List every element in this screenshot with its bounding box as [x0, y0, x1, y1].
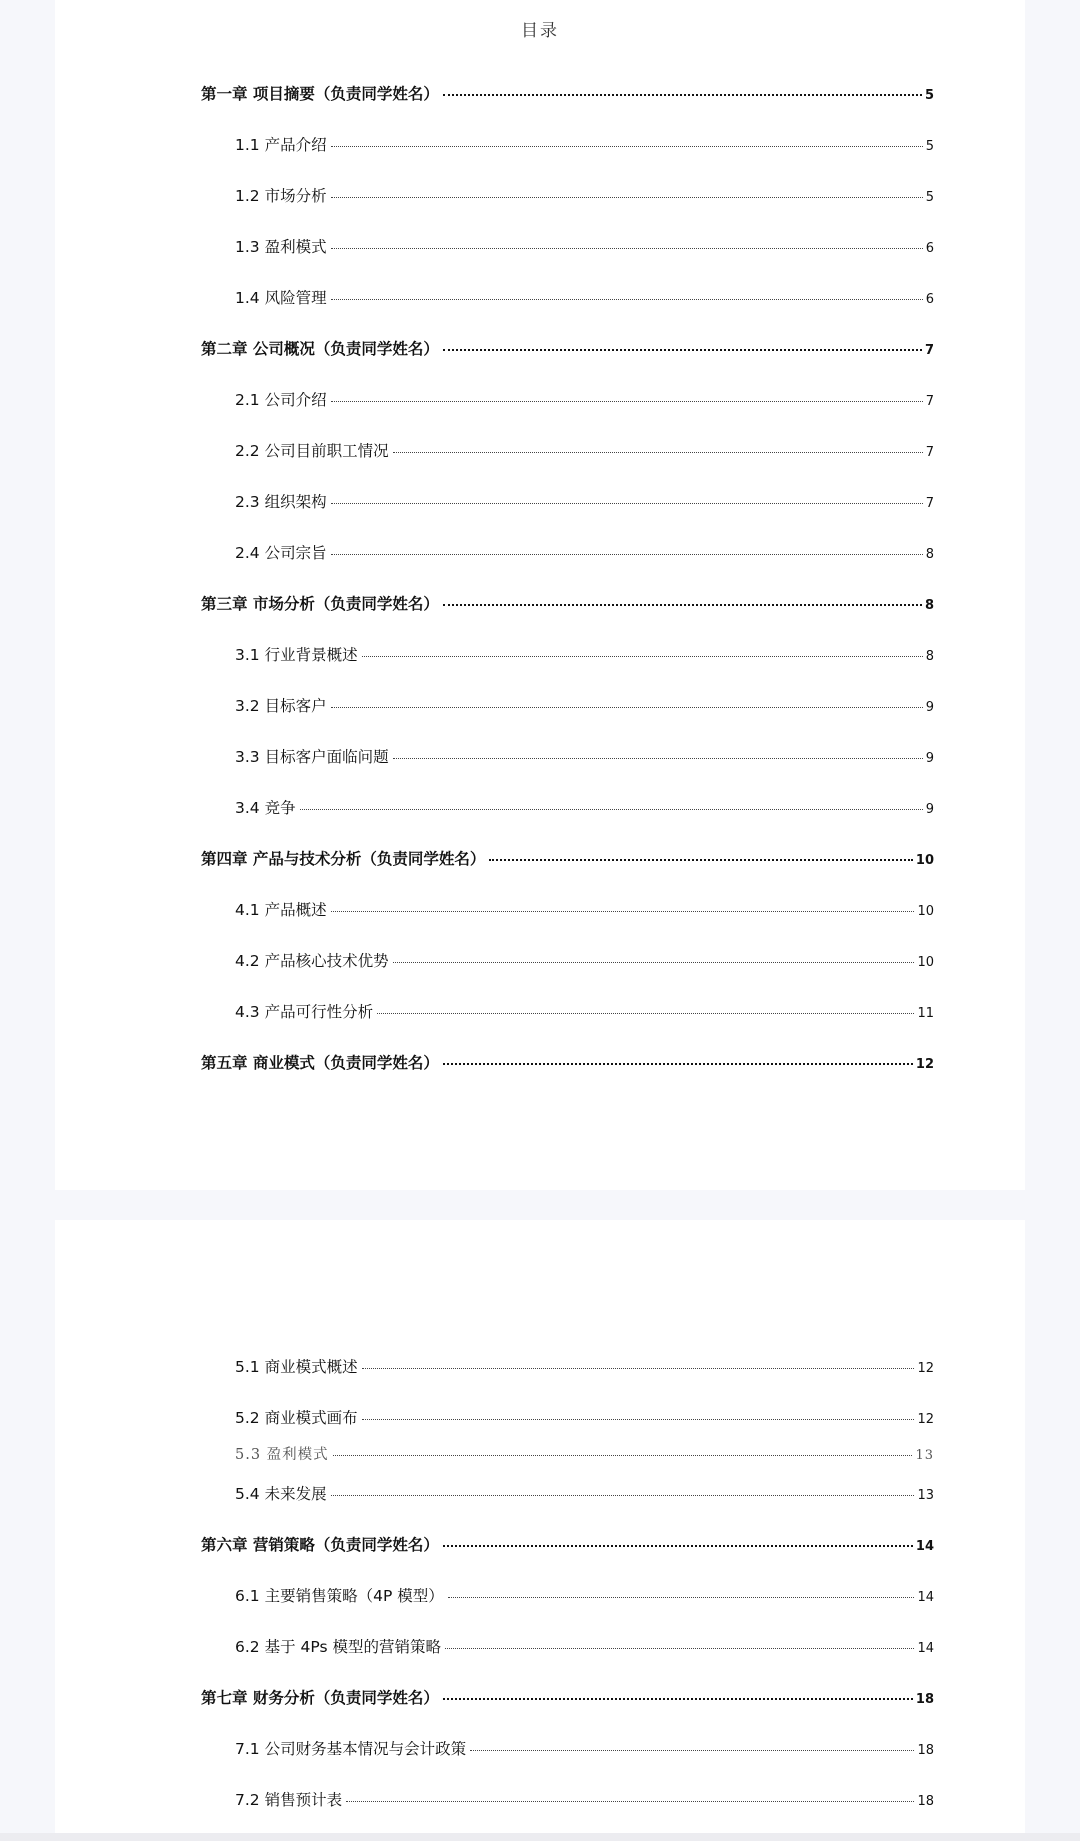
- toc-entry-chapter-6[interactable]: [201, 1533, 934, 1555]
- dot-leader: [331, 247, 923, 249]
- toc-entry-section-4-1[interactable]: [235, 898, 934, 920]
- dot-leader: [331, 145, 923, 147]
- toc-page-number: 5: [925, 190, 934, 205]
- toc-entry-section-7-1[interactable]: [235, 1737, 934, 1759]
- toc-entry-label: 1.3 盈利模式: [235, 238, 327, 256]
- toc-entry-label: 第七章 财务分析（负责同学姓名）: [201, 1689, 439, 1707]
- toc-entry-section-3-2[interactable]: [235, 694, 934, 716]
- dot-leader: [443, 93, 922, 96]
- toc-entry-section-3-4[interactable]: [235, 796, 934, 818]
- toc-title: 目录: [521, 21, 559, 41]
- dot-leader: [331, 1494, 915, 1496]
- toc-entry-label: 4.2 产品核心技术优势: [235, 952, 389, 970]
- toc-entry-label: 1.2 市场分析: [235, 187, 327, 205]
- toc-entry-section-3-3[interactable]: [235, 745, 934, 767]
- toc-page-number: 7: [925, 445, 934, 460]
- toc-entry-label: 2.4 公司宗旨: [235, 544, 327, 562]
- dot-leader: [331, 400, 923, 402]
- toc-page-number: 7: [925, 394, 934, 409]
- toc-entry-chapter-3[interactable]: [201, 592, 934, 614]
- dot-leader: [331, 502, 923, 504]
- toc-page-number: 12: [917, 1412, 934, 1427]
- toc-page-number: 9: [925, 751, 934, 766]
- toc-entry-label: 2.3 组织架构: [235, 493, 327, 511]
- dot-leader: [443, 348, 922, 351]
- toc-entry-section-7-2[interactable]: [235, 1788, 934, 1810]
- dot-leader: [331, 910, 915, 912]
- toc-entry-section-5-1[interactable]: [235, 1355, 934, 1377]
- toc-page-number: 10: [915, 853, 934, 868]
- toc-entry-label: 1.1 产品介绍: [235, 136, 327, 154]
- dot-leader: [448, 1596, 915, 1598]
- toc-entry-label: 2.1 公司介绍: [235, 391, 327, 409]
- dot-leader: [333, 1454, 913, 1456]
- dot-leader: [331, 706, 923, 708]
- toc-entry-label: 第一章 项目摘要（负责同学姓名）: [201, 85, 439, 103]
- toc-entry-label: 4.3 产品可行性分析: [235, 1003, 374, 1021]
- dot-leader: [362, 655, 923, 657]
- toc-entry-chapter-4[interactable]: [201, 847, 934, 869]
- toc-page-number: 12: [915, 1057, 934, 1072]
- dot-leader: [489, 858, 913, 861]
- toc-entry-label: 6.1 主要销售策略（4P 模型）: [235, 1587, 444, 1605]
- toc-page-number: 14: [917, 1590, 934, 1605]
- toc-page-number: 5: [925, 139, 934, 154]
- dot-leader: [331, 196, 923, 198]
- toc-entry-label: 1.4 风险管理: [235, 289, 327, 307]
- toc-entry-section-1-3[interactable]: [235, 235, 934, 257]
- toc-entry-label: 4.1 产品概述: [235, 901, 327, 919]
- toc-entry-section-1-1[interactable]: [235, 133, 934, 155]
- toc-entry-section-5-2[interactable]: [235, 1406, 934, 1428]
- toc-entry-section-5-4[interactable]: [235, 1482, 934, 1504]
- toc-page-number: 14: [917, 1641, 934, 1656]
- toc-entry-section-1-2[interactable]: [235, 184, 934, 206]
- toc-page-number: 10: [917, 904, 934, 919]
- dot-leader: [331, 298, 923, 300]
- toc-entry-label: 5.2 商业模式画布: [235, 1409, 358, 1427]
- toc-entry-label: 5.1 商业模式概述: [235, 1358, 358, 1376]
- dot-leader: [443, 603, 922, 606]
- toc-entry-section-3-1[interactable]: [235, 643, 934, 665]
- document-page-1: [55, 0, 1025, 1190]
- toc-page-number: 9: [925, 700, 934, 715]
- toc-page-number: 14: [915, 1539, 934, 1554]
- toc-page-number: 7: [924, 343, 934, 358]
- dot-leader: [331, 553, 923, 555]
- document-page-2: [55, 1220, 1025, 1841]
- toc-page-number: 6: [925, 241, 934, 256]
- dot-leader: [300, 808, 923, 810]
- toc-entry-label: 第六章 营销策略（负责同学姓名）: [201, 1536, 439, 1554]
- toc-entry-section-6-1[interactable]: [235, 1584, 934, 1606]
- dot-leader: [445, 1647, 915, 1649]
- toc-page-number: 9: [925, 802, 934, 817]
- dot-leader: [443, 1544, 913, 1547]
- toc-page-number: 18: [917, 1743, 934, 1758]
- toc-entry-section-2-3[interactable]: [235, 490, 934, 512]
- toc-entry-label: 2.2 公司目前职工情况: [235, 442, 389, 460]
- toc-entry-label: 第五章 商业模式（负责同学姓名）: [201, 1054, 439, 1072]
- toc-page-number: 7: [925, 496, 934, 511]
- toc-page-number: 18: [915, 1692, 934, 1707]
- dot-leader: [443, 1697, 913, 1700]
- toc-page-number: 6: [925, 292, 934, 307]
- toc-page-number: 13: [915, 1448, 934, 1463]
- toc-entry-section-4-2[interactable]: [235, 949, 934, 971]
- toc-entry-section-2-4[interactable]: [235, 541, 934, 563]
- toc-entry-chapter-7[interactable]: [201, 1686, 934, 1708]
- toc-entry-label: 7.1 公司财务基本情况与会计政策: [235, 1740, 467, 1758]
- toc-page-number: 5: [924, 88, 934, 103]
- toc-entry-section-5-3[interactable]: [235, 1443, 934, 1464]
- dot-leader: [393, 961, 915, 963]
- viewer-bottom-edge: [0, 1833, 1080, 1841]
- toc-page-number: 11: [917, 1006, 934, 1021]
- toc-entry-label: 6.2 基于 4Ps 模型的营销策略: [235, 1638, 441, 1656]
- dot-leader: [377, 1012, 914, 1014]
- dot-leader: [362, 1367, 915, 1369]
- dot-leader: [393, 757, 923, 759]
- toc-entry-chapter-5[interactable]: [201, 1051, 934, 1073]
- toc-entry-section-2-1[interactable]: [235, 388, 934, 410]
- toc-entry-section-1-4[interactable]: [235, 286, 934, 308]
- toc-entry-label: 第二章 公司概况（负责同学姓名）: [201, 340, 439, 358]
- toc-page-number: 8: [925, 649, 934, 664]
- toc-entry-label: 第四章 产品与技术分析（负责同学姓名）: [201, 850, 486, 868]
- toc-entry-chapter-2[interactable]: [201, 337, 934, 359]
- toc-page-number: 13: [917, 1488, 934, 1503]
- toc-entry-section-2-2[interactable]: [235, 439, 934, 461]
- toc-entry-section-6-2[interactable]: [235, 1635, 934, 1657]
- dot-leader: [346, 1800, 914, 1802]
- dot-leader: [470, 1749, 914, 1751]
- toc-page-number: 8: [924, 598, 934, 613]
- toc-entry-label: 3.2 目标客户: [235, 697, 327, 715]
- toc-page-number: 10: [917, 955, 934, 970]
- toc-entry-label: 3.3 目标客户面临问题: [235, 748, 389, 766]
- dot-leader: [362, 1418, 915, 1420]
- toc-entry-label: 第三章 市场分析（负责同学姓名）: [201, 595, 439, 613]
- toc-entry-section-4-3[interactable]: [235, 1000, 934, 1022]
- toc-page-number: 8: [925, 547, 934, 562]
- toc-entry-chapter-1[interactable]: [201, 82, 934, 104]
- toc-page-number: 18: [917, 1794, 934, 1809]
- toc-entry-label: 3.1 行业背景概述: [235, 646, 358, 664]
- toc-entry-label: 5.4 未来发展: [235, 1485, 327, 1503]
- dot-leader: [393, 451, 923, 453]
- dot-leader: [443, 1062, 913, 1065]
- toc-entry-label: 5.3 盈利模式: [235, 1447, 329, 1463]
- toc-entry-label: 3.4 竞争: [235, 799, 296, 817]
- toc-page-number: 12: [917, 1361, 934, 1376]
- toc-entry-label: 7.2 销售预计表: [235, 1791, 343, 1809]
